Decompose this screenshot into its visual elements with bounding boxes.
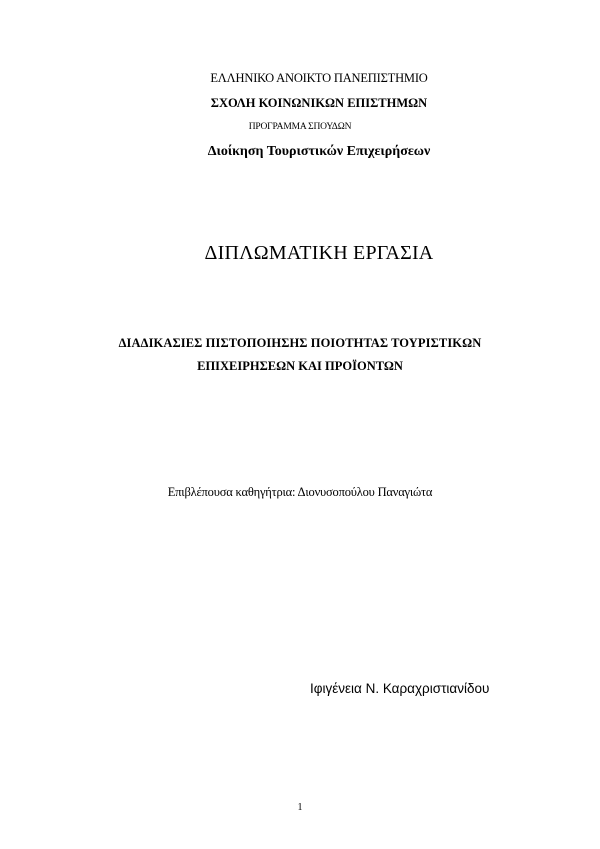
- school-name: ΣΧΟΛΗ ΚΟΙΝΩΝΙΚΩΝ ΕΠΙΣΤΗΜΩΝ: [210, 96, 428, 110]
- author-name: Ιφιγένεια Ν. Καραχριστιανίδου: [310, 681, 490, 696]
- thesis-type-heading: ΔΙΠΛΩΜΑΤΙΚΗ ΕΡΓΑΣΙΑ: [204, 242, 434, 264]
- program-name: Διοίκηση Τουριστικών Επιχειρήσεων: [207, 144, 431, 159]
- program-label: ΠΡΟΓΡΑΜΜΑ ΣΠΟΥΔΩΝ: [248, 122, 352, 132]
- supervisor-line: Επιβλέπουσα καθηγήτρια: Διονυσοπούλου Παναγιώτα: [167, 485, 433, 499]
- page-number: 1: [297, 802, 303, 813]
- thesis-title-line-2: ΕΠΙΧΕΙΡΗΣΕΩΝ ΚΑΙ ΠΡΟΪΟΝΤΩΝ: [197, 359, 403, 373]
- university-name: ΕΛΛΗΝΙΚΟ ΑΝΟΙΚΤΟ ΠΑΝΕΠΙΣΤΗΜΙΟ: [210, 71, 428, 85]
- thesis-title-line-1: ΔΙΑΔΙΚΑΣΙΕΣ ΠΙΣΤΟΠΟΙΗΣΗΣ ΠΟΙΟΤΗΤΑΣ ΤΟΥΡΙΣΤΙΚΩΝ: [118, 336, 482, 350]
